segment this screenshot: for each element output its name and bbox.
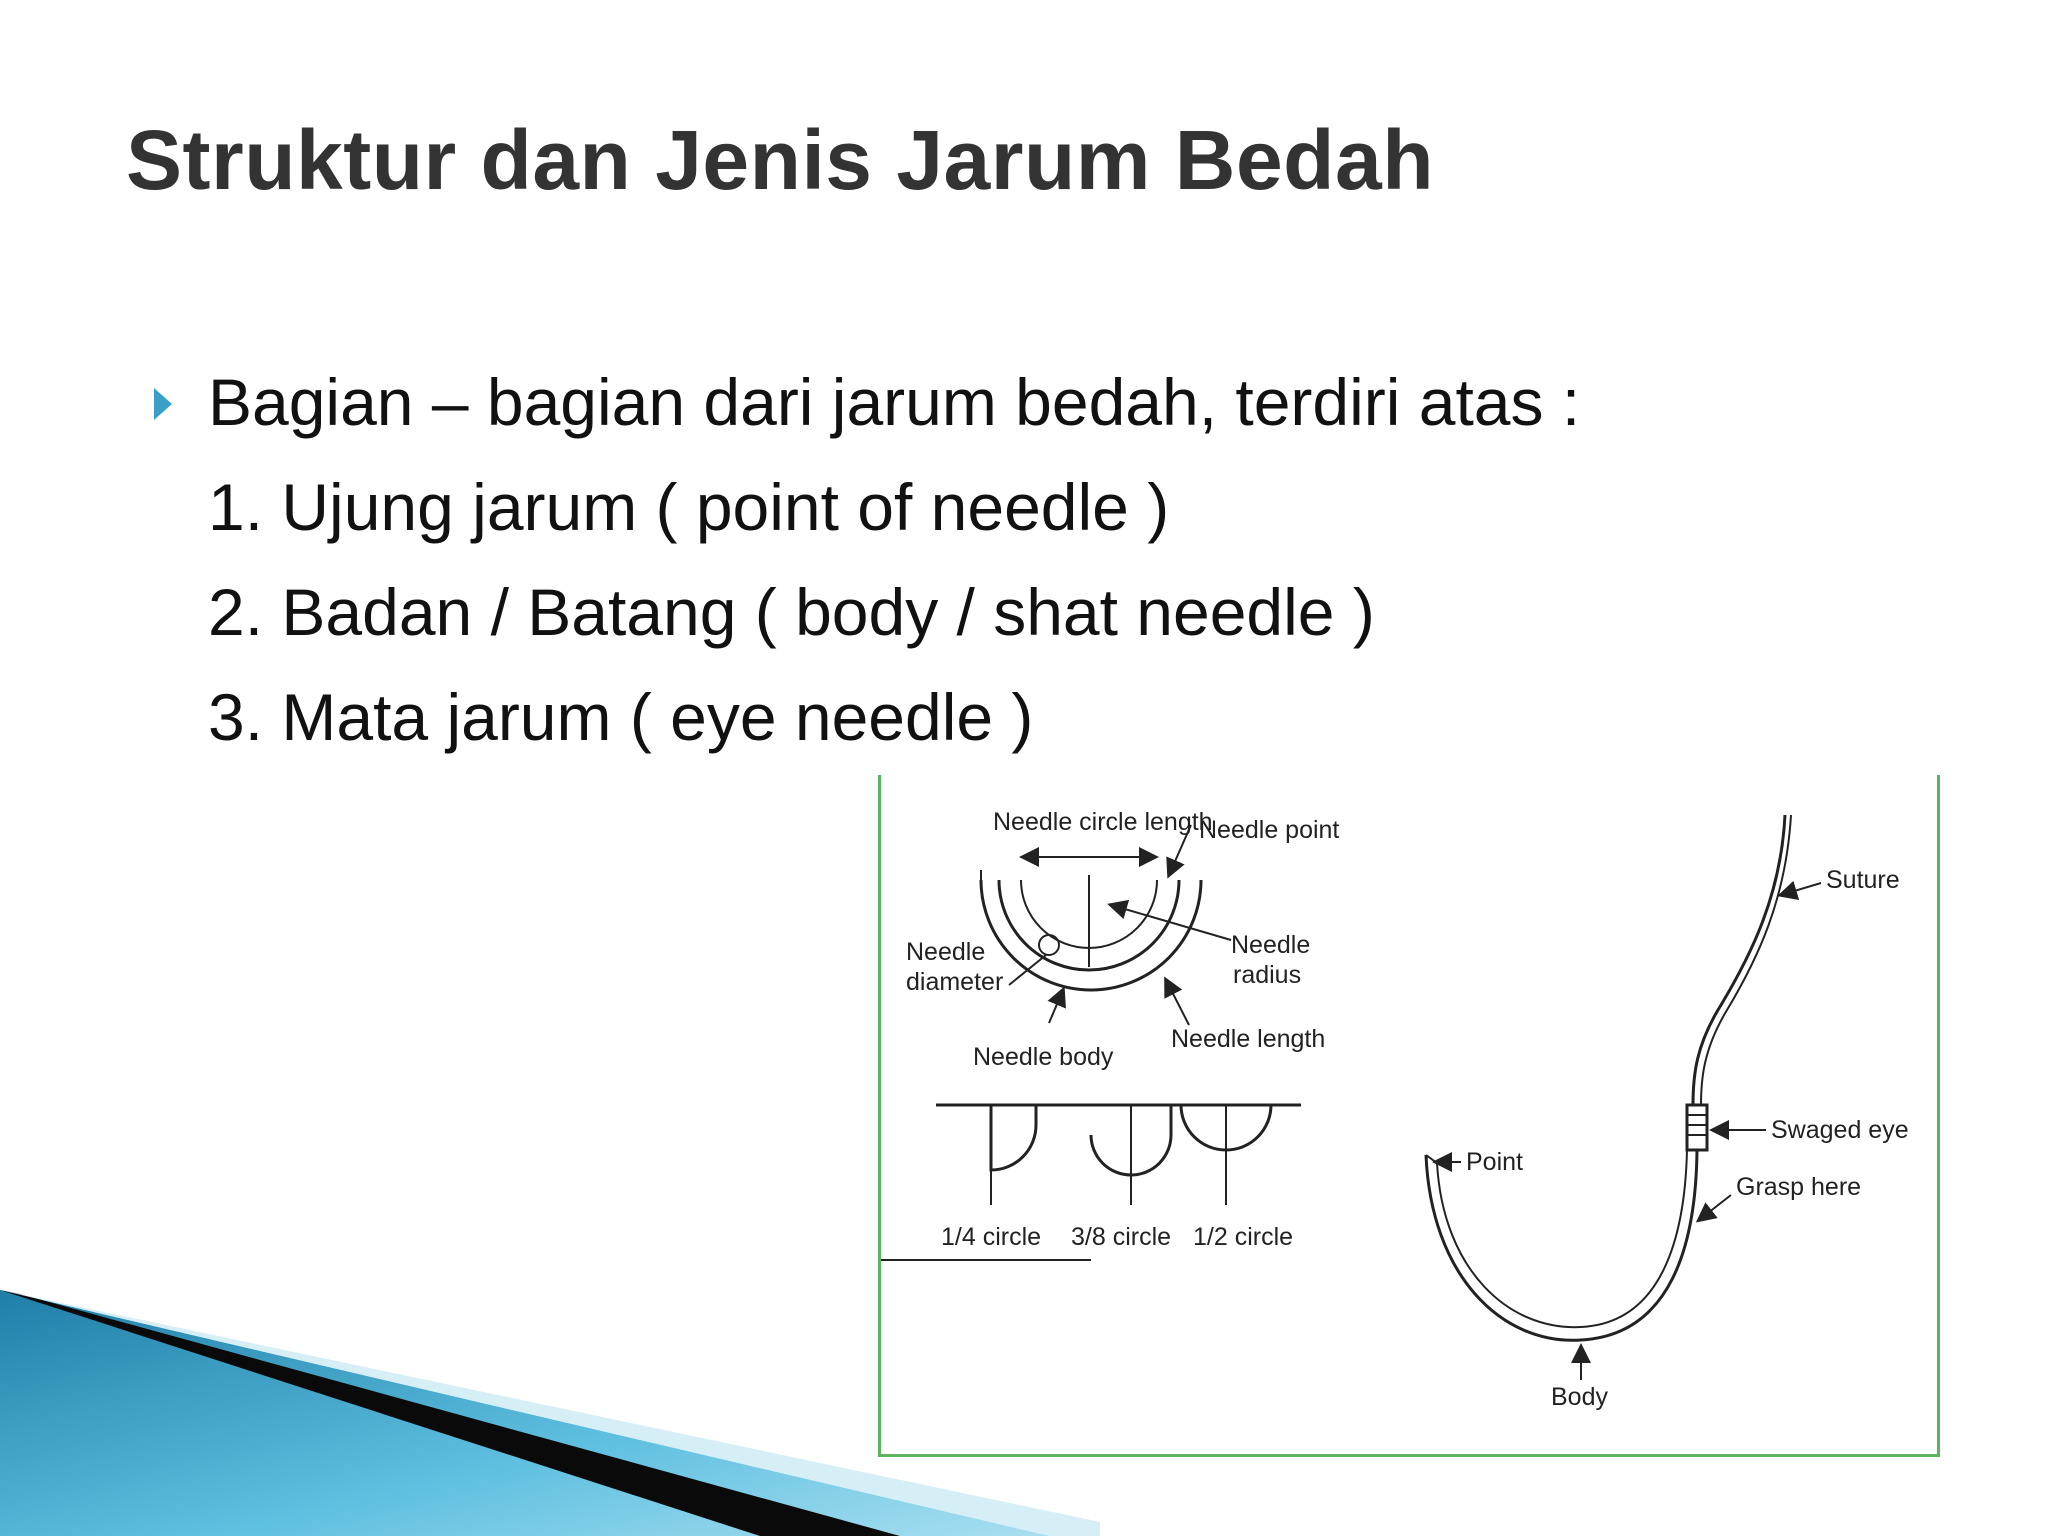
needle-radius-label-1: Needle: [1231, 931, 1311, 959]
needle-diameter-label-2: diameter: [906, 968, 1004, 996]
suture-line: [1693, 815, 1785, 1105]
point-label: Point: [1466, 1148, 1523, 1176]
needle-circle-length-label: Needle circle length: [993, 808, 1213, 836]
list-item-text: 3. Mata jarum ( eye needle ): [208, 680, 1034, 754]
half-circle-label: 1/2 circle: [1193, 1223, 1294, 1251]
list-item-text: 2. Badan / Batang ( body / shat needle ): [208, 575, 1375, 649]
body-label: Body: [1551, 1383, 1608, 1411]
three-eighths-circle-label: 3/8 circle: [1071, 1223, 1172, 1251]
list-item-body: [150, 560, 1850, 665]
bullet-list: [150, 350, 1850, 770]
needle-anatomy: [981, 825, 1231, 1025]
needle-radius-label-2: radius: [1233, 961, 1302, 989]
swaged-eye-shape: [1687, 1105, 1707, 1150]
suture-label: Suture: [1826, 866, 1900, 894]
list-item-eye: [150, 665, 1850, 770]
list-item-text: 1. Ujung jarum ( point of needle ): [208, 470, 1170, 544]
triangle-bullet-icon: [154, 388, 172, 420]
swaged-eye-label: Swaged eye: [1771, 1116, 1909, 1144]
needle-body-label: Needle body: [973, 1043, 1114, 1071]
grasp-here-label: Grasp here: [1736, 1173, 1862, 1201]
list-item-point: [150, 455, 1850, 560]
needle-curve-outer: [1426, 1150, 1697, 1340]
quarter-circle-shape: [991, 1105, 1036, 1170]
needle-point-label: Needle point: [1199, 816, 1340, 844]
needle-length-arc: [981, 880, 1201, 990]
needle-curve-inner: [1437, 1150, 1687, 1327]
slide-title: Struktur dan Jenis Jarum Bedah: [126, 113, 1435, 207]
bullet-item-main: [150, 350, 1850, 455]
swaged-needle: [1426, 815, 1821, 1380]
decorative-swoosh: [0, 1290, 1100, 1536]
quarter-circle-label: 1/4 circle: [941, 1223, 1042, 1251]
bullet-text: Bagian – bagian dari jarum bedah, terdiri atas :: [208, 365, 1581, 439]
needle-length-label: Needle length: [1171, 1025, 1326, 1053]
needle-diameter-label-1: Needle: [906, 938, 986, 966]
